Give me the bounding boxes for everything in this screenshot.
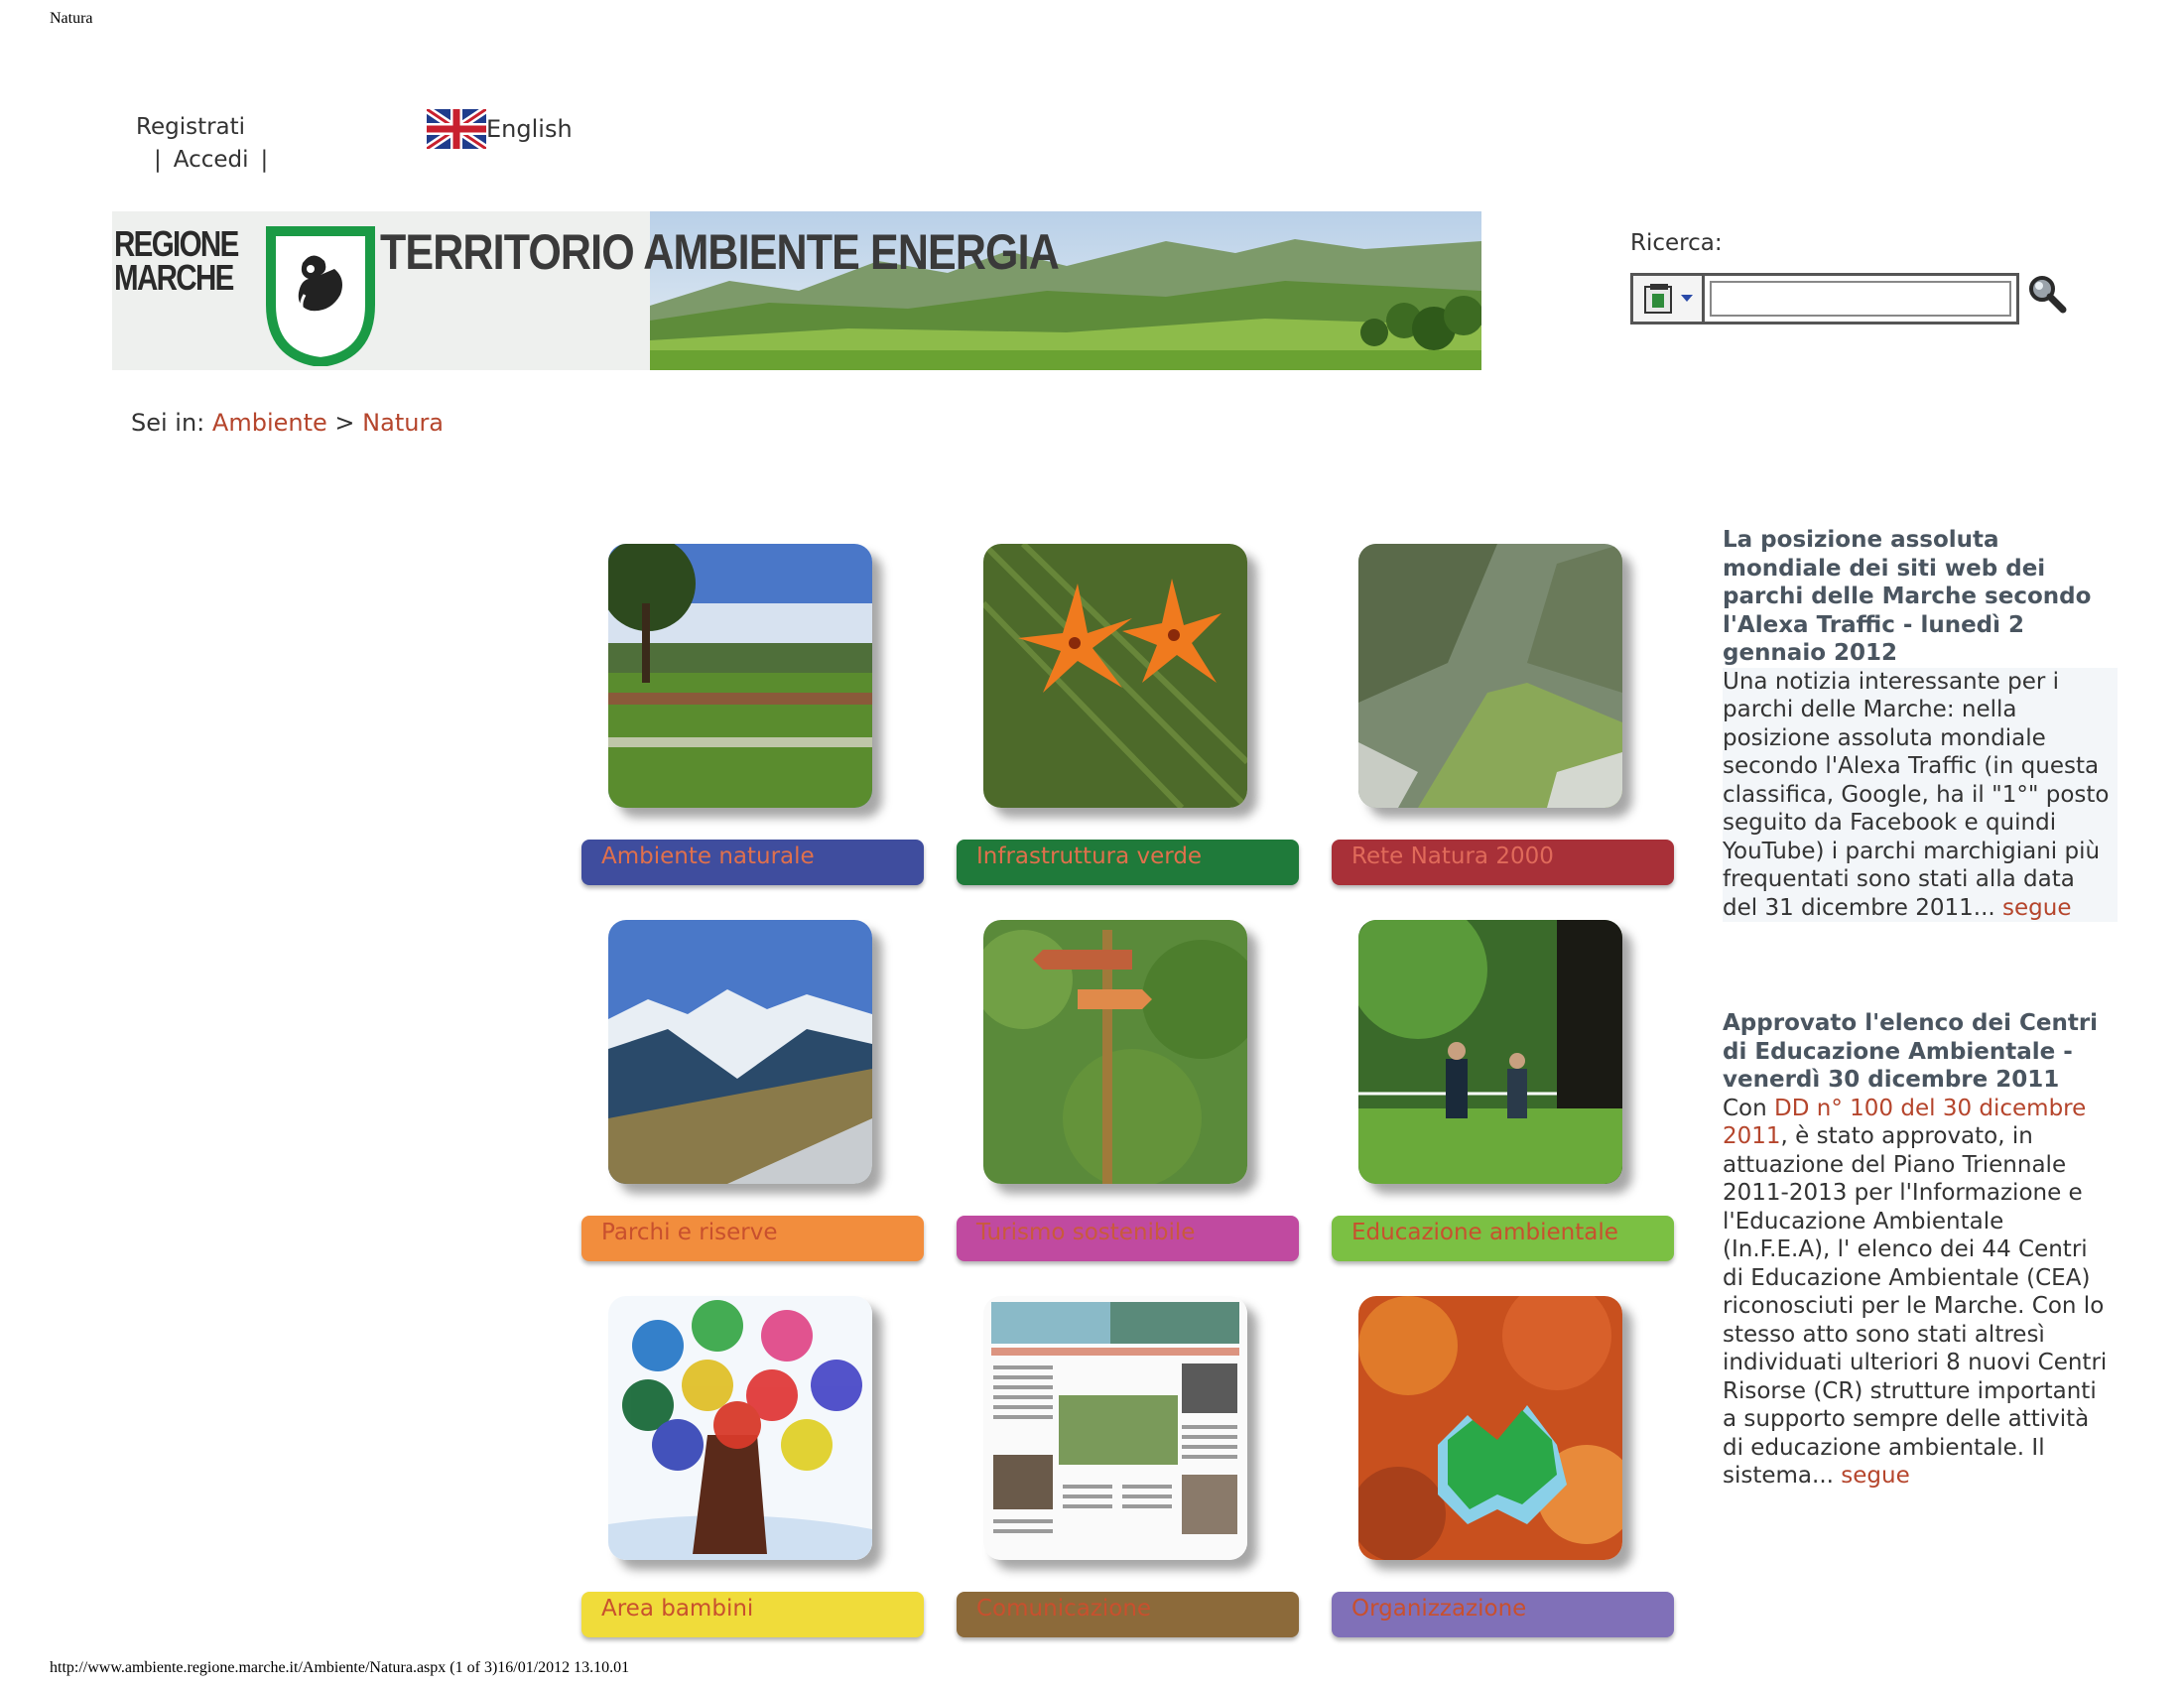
breadcrumb-ambiente[interactable]: Ambiente — [211, 409, 327, 437]
tile-label-organizzazione[interactable]: Organizzazione — [1332, 1592, 1674, 1637]
breadcrumb-prefix: Sei in: — [131, 409, 205, 437]
logo-line-2: MARCHE — [114, 257, 233, 298]
tile-label-comunicazione[interactable]: Comunicazione — [957, 1592, 1299, 1637]
register-link[interactable]: Registrati — [136, 114, 246, 140]
site-banner[interactable] — [112, 211, 1481, 370]
search-label: Ricerca: — [1630, 230, 1723, 256]
news-title[interactable]: Approvato l'elenco dei Centri di Educazione Ambientale - venerdì 30 dicembre 2011 — [1723, 1010, 2099, 1093]
search-box — [1630, 273, 2019, 325]
user-links — [136, 111, 268, 177]
tile-image-comunicazione[interactable] — [983, 1296, 1247, 1560]
decree-link[interactable]: DD n° 100 del 30 dicembre 2011 — [1723, 1095, 2087, 1149]
tile-label-turismo-sostenibile[interactable]: Turismo sostenibile — [957, 1216, 1299, 1261]
tile-label-parchi-e-riserve[interactable]: Parchi e riserve — [581, 1216, 924, 1261]
tile-image-organizzazione[interactable] — [1358, 1296, 1622, 1560]
tile-infrastruttura-verde[interactable] — [957, 544, 1299, 886]
regione-marche-shield-icon — [265, 225, 376, 366]
tile-label-infrastruttura-verde[interactable]: Infrastruttura verde — [957, 840, 1299, 885]
news-body-text: Con — [1723, 1095, 1767, 1121]
news-body — [1723, 1095, 2112, 1491]
tile-image-parchi-e-riserve[interactable] — [608, 920, 872, 1184]
news-body-text: Una notizia interessante per i parchi delle Marche: nella posizione assoluta mondiale secondo l'Alexa Traffic (in questa classifica, Google, ha il "1°" posto seguito da Facebook e quindi YouTube) i parchi marchigiani più frequentati sono stati alla data del 31 dicembre 2011... — [1723, 668, 2110, 921]
tile-organizzazione[interactable] — [1332, 1296, 1674, 1638]
search-input[interactable] — [1710, 281, 2011, 317]
breadcrumb — [131, 409, 444, 437]
separator: | — [260, 147, 269, 173]
tile-image-rete-natura-2000[interactable] — [1358, 544, 1622, 808]
banner-title: TERRITORIO AMBIENTE ENERGIA — [380, 224, 1059, 280]
uk-flag-icon — [427, 109, 486, 149]
news-title[interactable]: La posizione assoluta mondiale dei siti web dei parchi delle Marche secondo l'Alexa Traffic - lunedì 2 gennaio 2012 — [1723, 527, 2092, 666]
print-page-title: Natura — [50, 10, 93, 27]
search-scope-dropdown[interactable] — [1633, 276, 1705, 322]
tile-label-area-bambini[interactable]: Area bambini — [581, 1592, 924, 1637]
tile-area-bambini[interactable] — [581, 1296, 924, 1638]
tile-ambiente-naturale[interactable] — [581, 544, 924, 886]
news-item — [1723, 526, 2112, 922]
tile-label-educazione-ambientale[interactable]: Educazione ambientale — [1332, 1216, 1674, 1261]
breadcrumb-natura[interactable]: Natura — [362, 409, 445, 437]
language-label: English — [486, 115, 573, 143]
read-more-link[interactable]: segue — [2002, 894, 2072, 921]
news-body-text: , è stato approvato, in attuazione del Piano Triennale 2011-2013 per l'Informazione e l'Educazione Ambientale (In.F.E.A), l' elenco dei 44 Centri di Educazione Ambientale (CEA) riconosciuti per le Marche. Con lo stesso atto sono stati altresì individuati ulteriori 8 nuovi Centri Risorse (CR) strutture importanti a supporto sempre delle attività di educazione ambientale. Il sistema... — [1723, 1123, 2108, 1489]
language-switch[interactable] — [427, 109, 573, 149]
breadcrumb-separator: > — [334, 409, 355, 437]
news-column — [1723, 526, 2112, 1578]
tile-comunicazione[interactable] — [957, 1296, 1299, 1638]
tile-label-rete-natura-2000[interactable]: Rete Natura 2000 — [1332, 840, 1674, 885]
login-link[interactable]: Accedi — [173, 147, 249, 173]
tile-image-infrastruttura-verde[interactable] — [983, 544, 1247, 808]
read-more-link[interactable]: segue — [1841, 1463, 1910, 1489]
tile-parchi-e-riserve[interactable] — [581, 920, 924, 1262]
tile-turismo-sostenibile[interactable] — [957, 920, 1299, 1262]
search-scope-icon — [1642, 282, 1676, 316]
regione-marche-logo — [112, 211, 380, 370]
chevron-down-icon — [1680, 294, 1694, 304]
search-icon[interactable] — [2027, 274, 2067, 314]
tile-image-educazione-ambientale[interactable] — [1358, 920, 1622, 1184]
news-item — [1723, 1009, 2112, 1491]
print-page-footer: http://www.ambiente.regione.marche.it/Ambiente/Natura.aspx (1 of 3)16/01/2012 13.10.01 — [50, 1659, 630, 1676]
tile-rete-natura-2000[interactable] — [1332, 544, 1674, 886]
tile-image-turismo-sostenibile[interactable] — [983, 920, 1247, 1184]
logo-line-1: REGIONE — [114, 223, 238, 264]
tile-image-ambiente-naturale[interactable] — [608, 544, 872, 808]
tile-label-ambiente-naturale[interactable]: Ambiente naturale — [581, 840, 924, 885]
tile-educazione-ambientale[interactable] — [1332, 920, 1674, 1262]
separator: | — [154, 147, 162, 173]
news-body — [1723, 668, 2118, 923]
tile-image-area-bambini[interactable] — [608, 1296, 872, 1560]
